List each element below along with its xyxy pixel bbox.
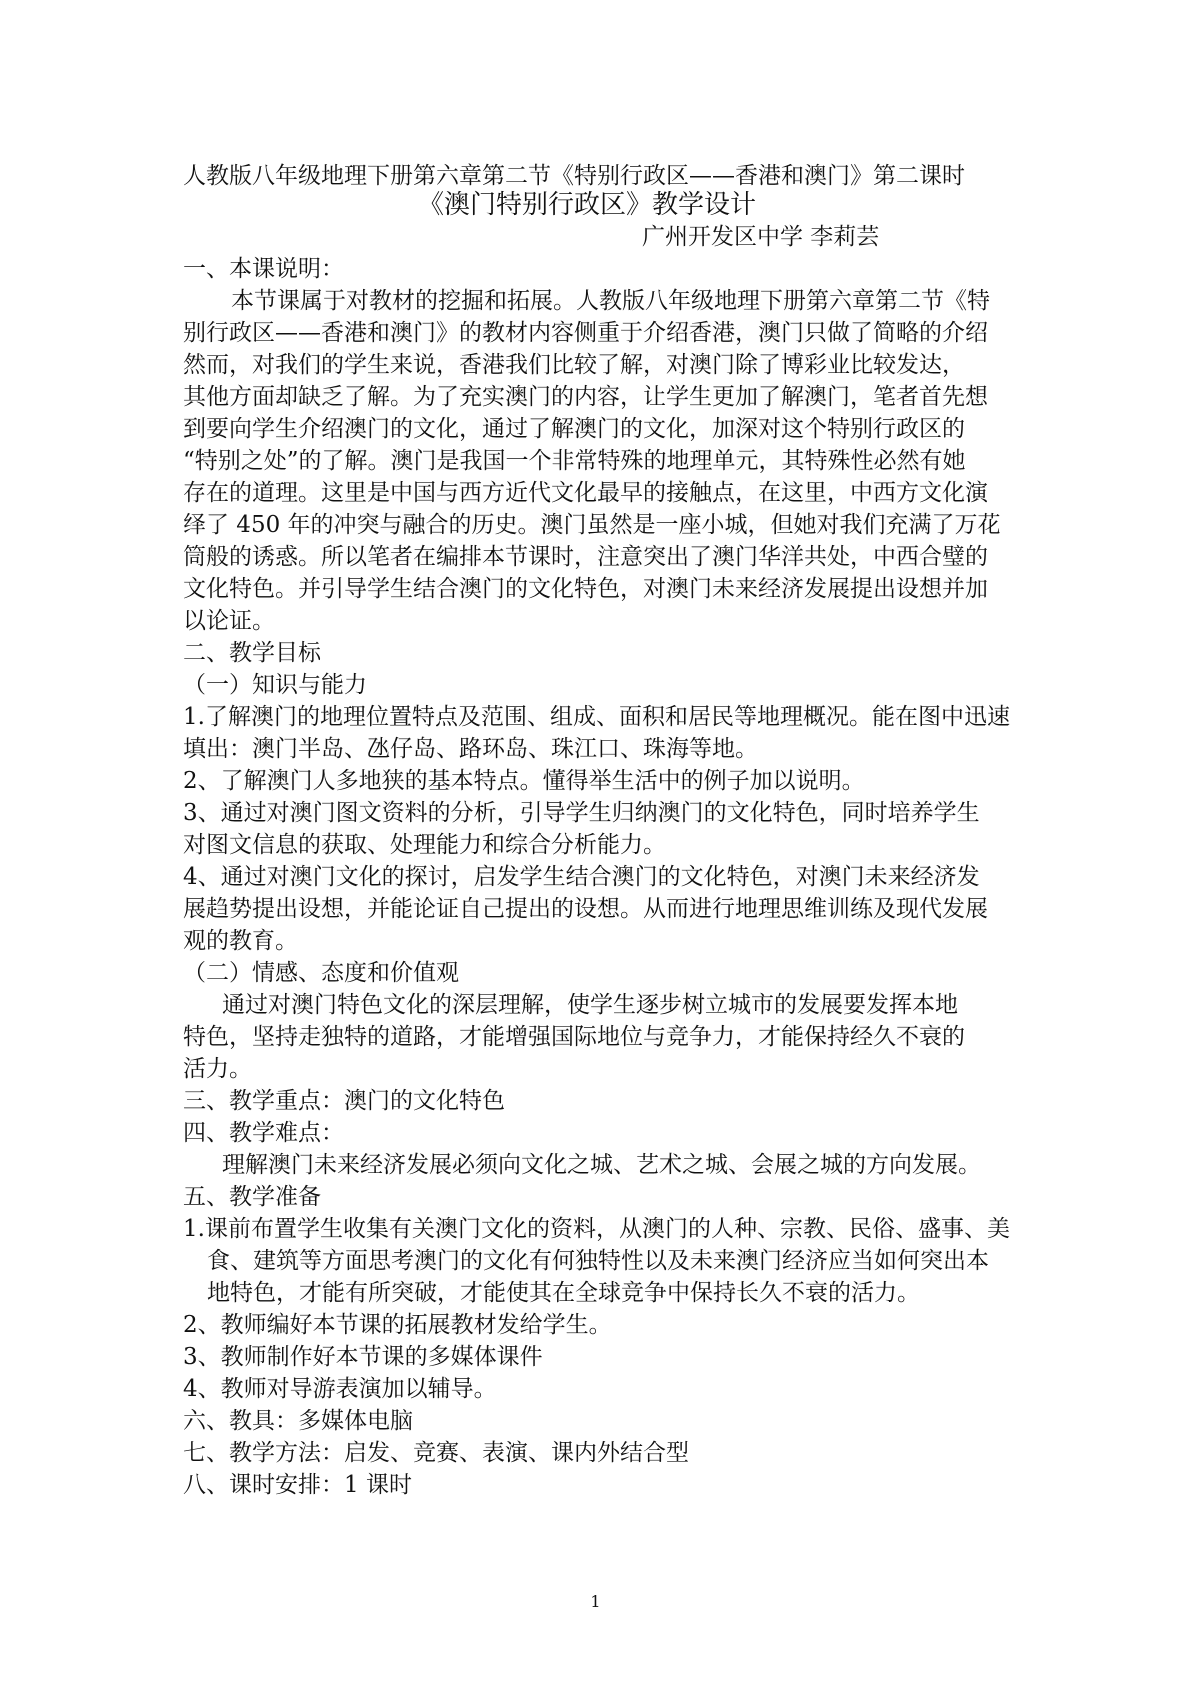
list-item: 2、了解澳门人多地狭的基本特点。懂得举生活中的例子加以说明。	[183, 768, 865, 794]
subsection-heading: （二）情感、态度和价值观	[183, 960, 459, 986]
section-heading: 六、教具：多媒体电脑	[183, 1408, 413, 1434]
paragraph-line: 通过对澳门特色文化的深层理解，使学生逐步树立城市的发展要发挥本地	[222, 992, 958, 1018]
paragraph-line: 以论证。	[183, 608, 275, 634]
section-heading: 八、课时安排：1 课时	[183, 1472, 412, 1498]
doc-author: 广州开发区中学 李莉芸	[642, 224, 880, 250]
section-heading: 一、本课说明：	[183, 256, 344, 282]
list-item: 地特色，才能有所突破，才能使其在全球竞争中保持长久不衰的活力。	[207, 1280, 920, 1306]
list-item: 1.了解澳门的地理位置特点及范围、组成、面积和居民等地理概况。能在图中迅速	[183, 704, 1010, 730]
paragraph-line: 然而，对我们的学生来说，香港我们比较了解，对澳门除了博彩业比较发达，	[183, 352, 965, 378]
list-item: 填出：澳门半岛、氹仔岛、路环岛、珠江口、珠海等地。	[183, 736, 758, 762]
paragraph-line: 理解澳门未来经济发展必须向文化之城、艺术之城、会展之城的方向发展。	[222, 1152, 981, 1178]
paragraph-line: 特色，坚持走独特的道路，才能增强国际地位与竞争力，才能保持经久不衰的	[183, 1024, 965, 1050]
list-item: 3、通过对澳门图文资料的分析，引导学生归纳澳门的文化特色，同时培养学生	[183, 800, 980, 826]
paragraph-line: 文化特色。并引导学生结合澳门的文化特色，对澳门未来经济发展提出设想并加	[183, 576, 988, 602]
list-item: 3、教师制作好本节课的多媒体课件	[183, 1344, 543, 1370]
paragraph-line: 存在的道理。这里是中国与西方近代文化最早的接触点，在这里，中西方文化演	[183, 480, 988, 506]
doc-subtitle: 人教版八年级地理下册第六章第二节《特别行政区——香港和澳门》第二课时	[183, 163, 965, 189]
paragraph-line: 别行政区——香港和澳门》的教材内容侧重于介绍香港，澳门只做了简略的介绍	[183, 320, 988, 346]
paragraph-line: “特别之处”的了解。澳门是我国一个非常特殊的地理单元，其特殊性必然有她	[183, 448, 966, 474]
list-item: 对图文信息的获取、处理能力和综合分析能力。	[183, 832, 666, 858]
doc-title: 《澳门特别行政区》教学设计	[418, 190, 757, 220]
section-heading: 七、教学方法：启发、竞赛、表演、课内外结合型	[183, 1440, 689, 1466]
section-heading: 五、教学准备	[183, 1184, 321, 1210]
list-item: 观的教育。	[183, 928, 298, 954]
list-item: 食、建筑等方面思考澳门的文化有何独特性以及未来澳门经济应当如何突出本	[207, 1248, 989, 1274]
page-number: 1	[590, 1592, 601, 1611]
list-item: 2、教师编好本节课的拓展教材发给学生。	[183, 1312, 612, 1338]
list-item: 4、通过对澳门文化的探讨，启发学生结合澳门的文化特色，对澳门未来经济发	[183, 864, 980, 890]
list-item: 展趋势提出设想，并能论证自己提出的设想。从而进行地理思维训练及现代发展	[183, 896, 988, 922]
paragraph-line: 筒般的诱惑。所以笔者在编排本节课时，注意突出了澳门华洋共处，中西合璧的	[183, 544, 988, 570]
paragraph-line: 到要向学生介绍澳门的文化，通过了解澳门的文化，加深对这个特别行政区的	[183, 416, 965, 442]
paragraph-line: 活力。	[183, 1056, 252, 1082]
subsection-heading: （一）知识与能力	[183, 672, 367, 698]
paragraph-line: 其他方面却缺乏了解。为了充实澳门的内容，让学生更加了解澳门，笔者首先想	[183, 384, 988, 410]
paragraph-line: 绎了 450 年的冲突与融合的历史。澳门虽然是一座小城，但她对我们充满了万花	[183, 512, 1001, 538]
list-item: 4、教师对导游表演加以辅导。	[183, 1376, 497, 1402]
section-heading: 二、教学目标	[183, 640, 321, 666]
section-heading: 三、教学重点：澳门的文化特色	[183, 1088, 505, 1114]
list-item: 1.课前布置学生收集有关澳门文化的资料，从澳门的人种、宗教、民俗、盛事、美	[183, 1216, 1010, 1242]
paragraph-line: 本节课属于对教材的挖掘和拓展。人教版八年级地理下册第六章第二节《特	[231, 288, 990, 314]
section-heading: 四、教学难点：	[183, 1120, 344, 1146]
